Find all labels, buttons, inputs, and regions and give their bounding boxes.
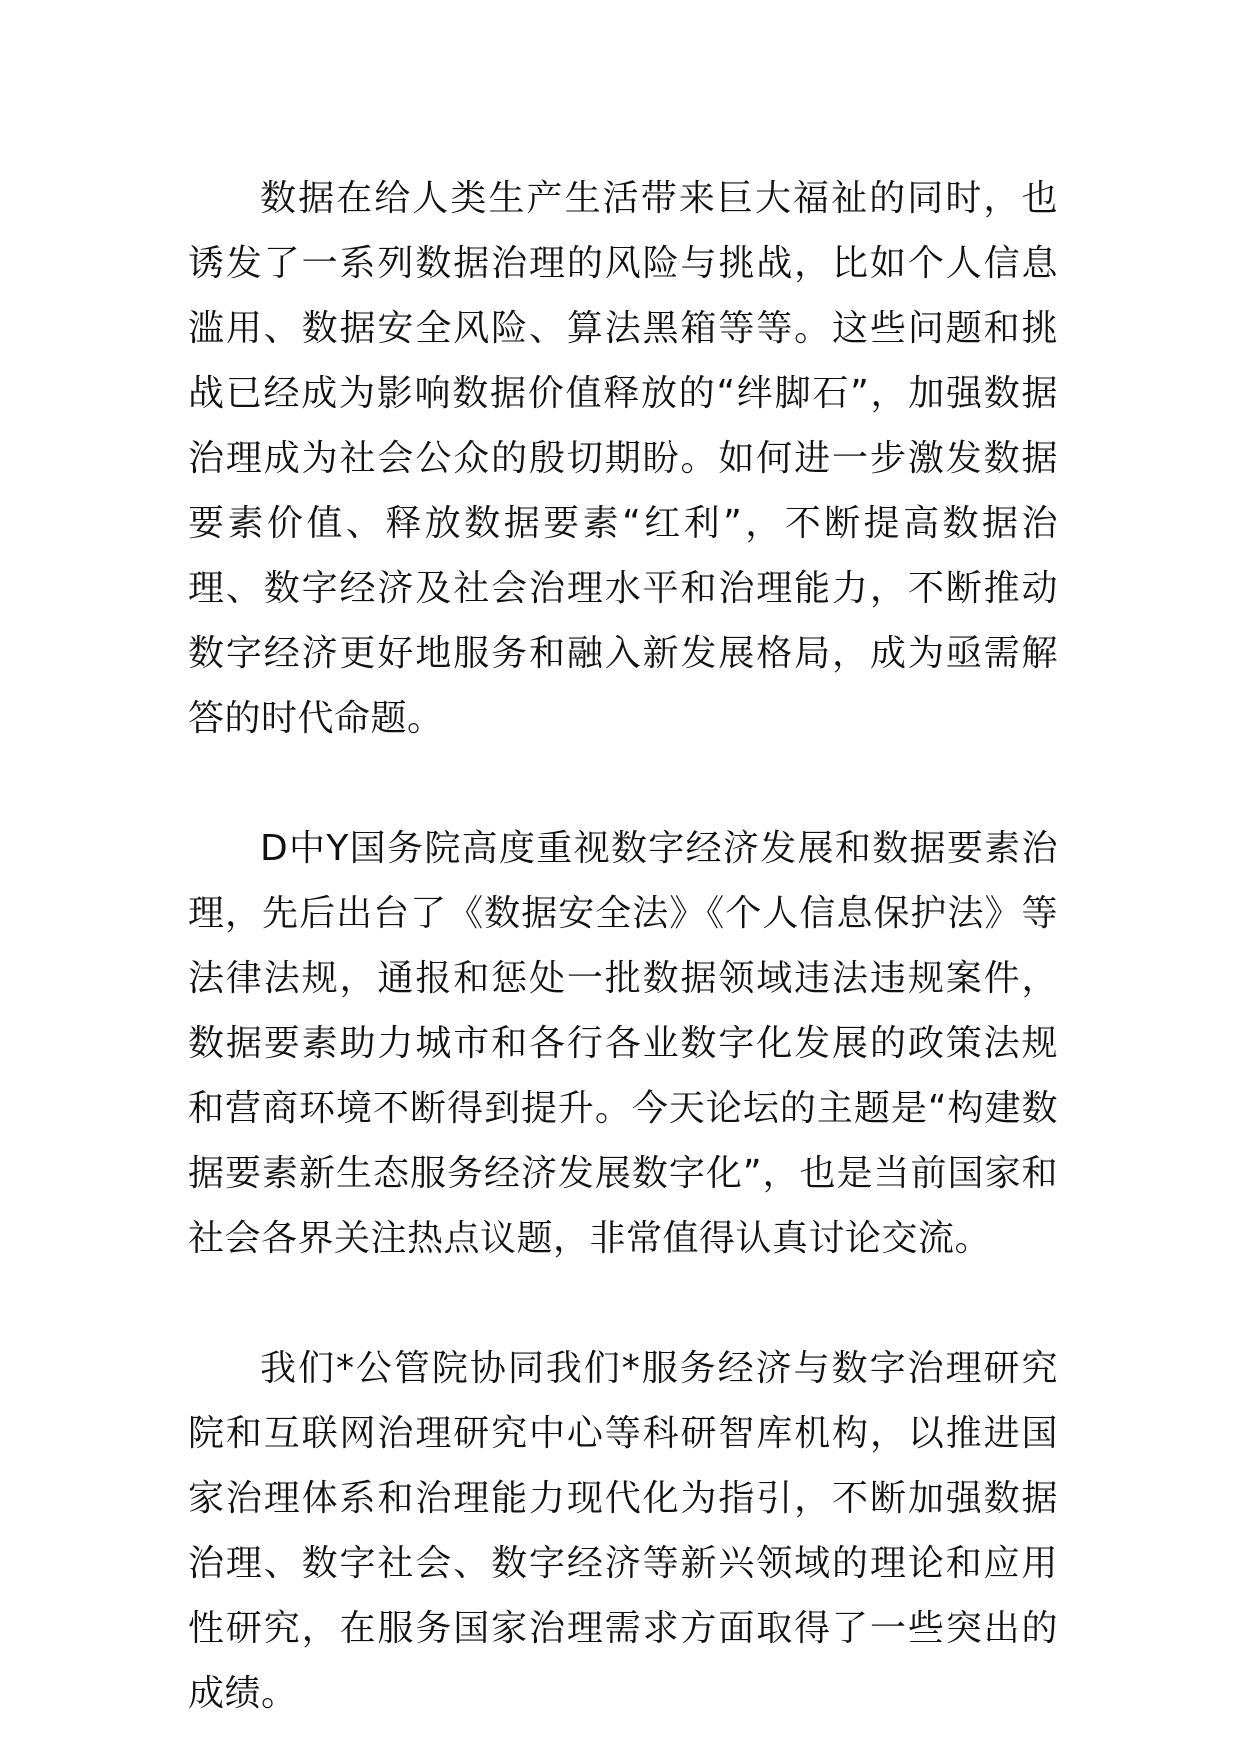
paragraph-2: D中Y国务院高度重视数字经济发展和数据要素治理，先后出台了《数据安全法》《个人信息保护法》等法律法规，通报和惩处一批数据领域违法违规案件，数据要素助力城市和各行各业数字化发展的政策法规和营商环境不断得到提升。今天论坛的主题是“构建数据要素新生态服务经济发展数字化”，也是当前国家和社会各界关注热点议题，非常值得认真讨论交流。: [188, 828, 1058, 1259]
document-body: [188, 166, 1058, 1726]
paragraph-1: 数据在给人类生产生活带来巨大福祉的同时，也诱发了一系列数据治理的风险与挑战，比如个人信息滥用、数据安全风险、算法黑箱等等。这些问题和挑战已经成为影响数据价值释放的“绊脚石”，加强数据治理成为社会公众的殷切期盼。如何进一步激发数据要素价值、释放数据要素“红利”，不断提高数据治理、数字经济及社会治理水平和治理能力，不断推动数字经济更好地服务和融入新发展格局，成为亟需解答的时代命题。: [188, 178, 1058, 739]
paragraph-3: 我们*公管院协同我们*服务经济与数字治理研究院和互联网治理研究中心等科研智库机构，以推进国家治理体系和治理能力现代化为指引，不断加强数据治理、数字社会、数字经济等新兴领域的理论和应用性研究，在服务国家治理需求方面取得了一些突出的成绩。: [188, 1348, 1058, 1714]
